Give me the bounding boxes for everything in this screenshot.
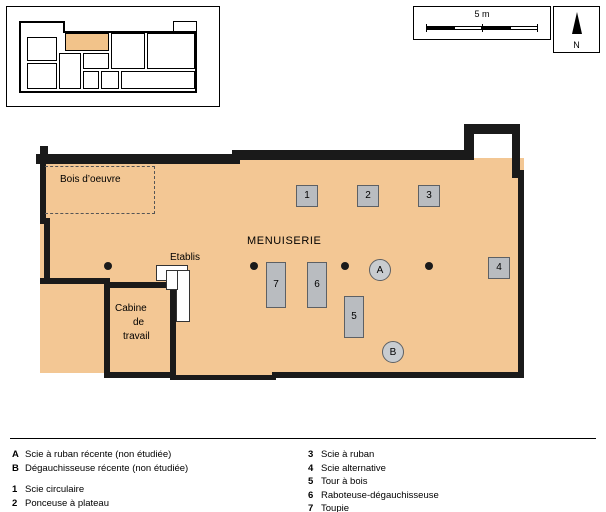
scale-bar-label: 5 m: [474, 9, 490, 19]
wall-cabin-south: [104, 372, 176, 378]
inset-room: [59, 53, 81, 89]
machine-3[interactable]: 3: [418, 185, 440, 207]
legend-text-3: Scie à ruban: [321, 449, 375, 460]
wall-cabin-west: [104, 282, 110, 378]
legend-column-left: [12, 448, 302, 510]
legend-text-4: Scie alternative: [321, 462, 386, 474]
inset-room: [101, 71, 119, 89]
inset-room: [147, 33, 195, 69]
location-inset-map: [6, 6, 220, 107]
cabin-label-line3: travail: [123, 331, 150, 342]
machine-5[interactable]: 5: [344, 296, 364, 338]
legend-key-7: 7: [308, 503, 314, 512]
room-label-menuiserie: MENUISERIE: [247, 235, 322, 247]
wall-north-west: [36, 154, 232, 164]
legend-key-2: 2: [12, 497, 18, 509]
legend-text-5: Tour à bois: [321, 476, 368, 487]
legend-item-7: [308, 502, 598, 512]
legend-text-7: Toupie: [321, 503, 349, 512]
wall-south-east: [272, 372, 524, 378]
legend-item-5: [308, 475, 598, 489]
legend-key-3: 3: [308, 449, 314, 460]
inset-wall: [63, 21, 65, 33]
inset-room: [27, 37, 57, 61]
workbench: [166, 270, 178, 290]
inset-wall: [19, 21, 21, 93]
post: [250, 262, 258, 270]
post: [104, 262, 112, 270]
legend-item-2: [12, 497, 302, 511]
inset-room: [173, 21, 197, 33]
scale-bar-graphic: [426, 24, 538, 32]
legend-item-6: [308, 489, 598, 503]
cabin-label-line1: Cabine: [115, 303, 147, 314]
legend-key-5: 5: [308, 476, 314, 487]
legend-item-4: [308, 462, 598, 476]
legend-text-2: Ponceuse à plateau: [25, 497, 109, 509]
inset-wall: [19, 91, 197, 93]
machine-a[interactable]: A: [369, 259, 391, 281]
inset-room: [83, 71, 99, 89]
inset-wall: [195, 31, 197, 93]
legend-divider: [10, 438, 596, 439]
legend-item-1: [12, 483, 302, 497]
legend-key-4: 4: [308, 462, 314, 474]
cabin-label-line2: de: [133, 317, 145, 328]
machine-6[interactable]: 6: [307, 262, 327, 308]
workbench-label: Etablis: [170, 252, 201, 263]
inset-wall: [19, 21, 65, 23]
legend-column-right: [308, 448, 598, 512]
north-arrow: [553, 6, 600, 53]
legend-key-1: 1: [12, 484, 18, 495]
machine-b[interactable]: B: [382, 341, 404, 363]
machine-1[interactable]: 1: [296, 185, 318, 207]
post: [425, 262, 433, 270]
inset-room: [111, 33, 145, 69]
legend-item-a: [12, 448, 302, 462]
legend-item-3: [308, 448, 598, 462]
wall-west-lower: [44, 224, 50, 282]
wall-south-west: [40, 278, 110, 284]
inset-room: [121, 71, 195, 89]
legend-item-b: [12, 462, 302, 476]
inset-highlight-room: [65, 33, 109, 51]
machine-4[interactable]: 4: [488, 257, 510, 279]
legend-text-a: Scie à ruban récente (non étudiée): [25, 449, 172, 460]
wall: [232, 150, 240, 164]
workbench: [176, 270, 190, 322]
legend-spacer: [12, 475, 302, 483]
legend-text-b: Dégauchisseuse récente (non étudiée): [25, 462, 189, 474]
machine-7[interactable]: 7: [266, 262, 286, 308]
machine-2[interactable]: 2: [357, 185, 379, 207]
workshop-plan: [0, 110, 606, 435]
wall-south-mid: [170, 375, 276, 380]
legend-key-b: B: [12, 462, 19, 474]
wall-east: [518, 170, 524, 375]
legend-key-a: A: [12, 449, 19, 460]
post: [341, 262, 349, 270]
wall-north-east: [240, 150, 472, 160]
scale-bar: [413, 6, 551, 40]
north-needle-icon: [572, 12, 582, 34]
timber-storage-label: Bois d’oeuvre: [60, 174, 121, 185]
legend-key-6: 6: [308, 489, 314, 501]
inset-room: [27, 63, 57, 89]
north-label: N: [573, 40, 580, 50]
legend-text-6: Raboteuse-dégauchisseuse: [321, 489, 439, 501]
inset-room: [83, 53, 109, 69]
legend-text-1: Scie circulaire: [25, 484, 85, 495]
